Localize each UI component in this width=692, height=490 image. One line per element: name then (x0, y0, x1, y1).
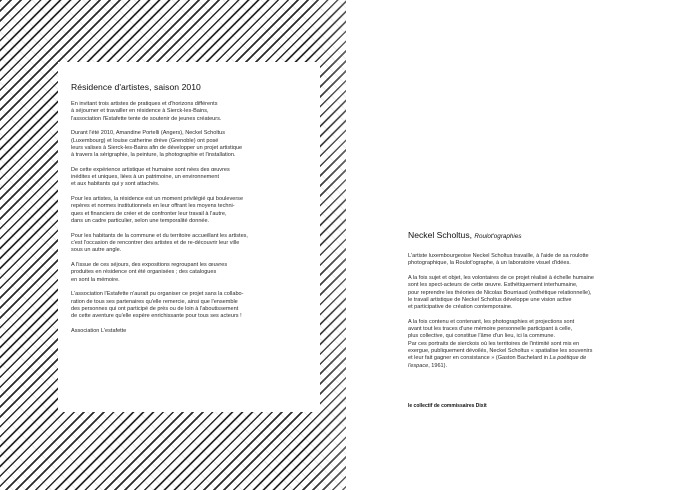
exhibitions-paragraph: A l'issue de ces séjours, des expositions regroupant les œuvres produites en résidence ont été organisées ; des catalogues en sont la mémoire. (71, 262, 228, 283)
residence-title: Résidence d'artistes, saison 2010 (71, 82, 201, 92)
intro-paragraph: En invitant trois artistes de pratiques et d'horizons différents à séjourner et travailler en résidence à Sierck-les-Bains, l'association l'Estafette tente de soutenir de jeunes créateurs. (71, 101, 222, 122)
memory-text: A la fois contenu et contenant, les photographies et projections sont avant tout les traces d'une mémoire personnelle participant à celle, plus collective, qui constitue l'âme d'un lieu, ici la commune. Par ces portraits de sierckois où les territoires de l'intimité sont mis en exergue, publiquement dévoilés, Neckel Scholtus « spatialise les souvenirs et leur fait gagner en consistance » (Gaston Bachelard in (408, 318, 593, 362)
roulotte-paragraph: L'artiste luxembourgeoise Neckel Scholtus travaille, à l'aide de sa roulotte photographique, la Roulot'ographe, à un laboratoire visuel d'idées. (408, 253, 589, 267)
association-signature: Association L'estafette (71, 327, 127, 334)
book-title-part-2: l'espace (408, 362, 429, 369)
memory-paragraph (408, 319, 678, 370)
right-page (346, 0, 692, 490)
book-title-part-1: La poétique de (549, 355, 587, 362)
artist-heading (408, 230, 521, 240)
memory-text-end: , 1961). (428, 362, 447, 369)
volunteers-paragraph: A la fois sujet et objet, les volontaires de ce projet réalisé à échelle humaine sont les spect-acteurs de cette œuvre. Esthétiquement interhumaine, pour reprendre les théories de Nicolas Bourriaud (esthétique relationnelle), le travail artistique de Neckel Scholtus développe une vision active et participative de création contemporaine. (408, 274, 594, 311)
project-subtitle: Roulot'ographies (474, 233, 522, 240)
curators-credit: le collectif de commissaires Dixit (408, 403, 487, 409)
thanks-paragraph: L'association l'Estafette n'aurait pu organiser ce projet sans la collabo- ration de tous ses partenaires qu'elle remercie, ainsi que l'ensemble des personnes qui ont participé de près ou de loin à l'aboutissement de cette aventure qu'elle espère enrichissante pour tous ses acteurs ! (71, 291, 244, 320)
artists-paragraph: Durant l'été 2010, Amandine Portelli (Angers), Neckel Scholtus (Luxembourg) et louise catherine drève (Grenoble) ont posé leurs valises à Sierck-les-Bains afin de développer un projet artistique à travers la sérigraphie, la peinture, la photographie et l'installation. (71, 130, 243, 159)
residence-text-box (58, 62, 320, 412)
inhabitants-paragraph: Pour les habitants de la commune et du territoire accueillant les artistes, c'est l'occasion de rencontrer des artistes et de re-découvrir leur ville sous un autre angle. (71, 232, 248, 254)
artist-name: Neckel Scholtus, (408, 230, 473, 240)
experience-paragraph: De cette expérience artistique et humaine sont nées des œuvres inédites et uniques, liées à un patrimoine, un environnement et aux habitants qui y sont attachés. (71, 166, 230, 188)
artists-benefit-paragraph: Pour les artistes, la résidence est un moment privilégié qui bouleverse repères et normes institutionnels en leur offrant les moyens techni- ques et financiers de créer et de confronter leur travail à l'autre, dans un cadre particulier, selon une temporalité donnée. (71, 196, 244, 225)
artist-text (408, 253, 678, 377)
